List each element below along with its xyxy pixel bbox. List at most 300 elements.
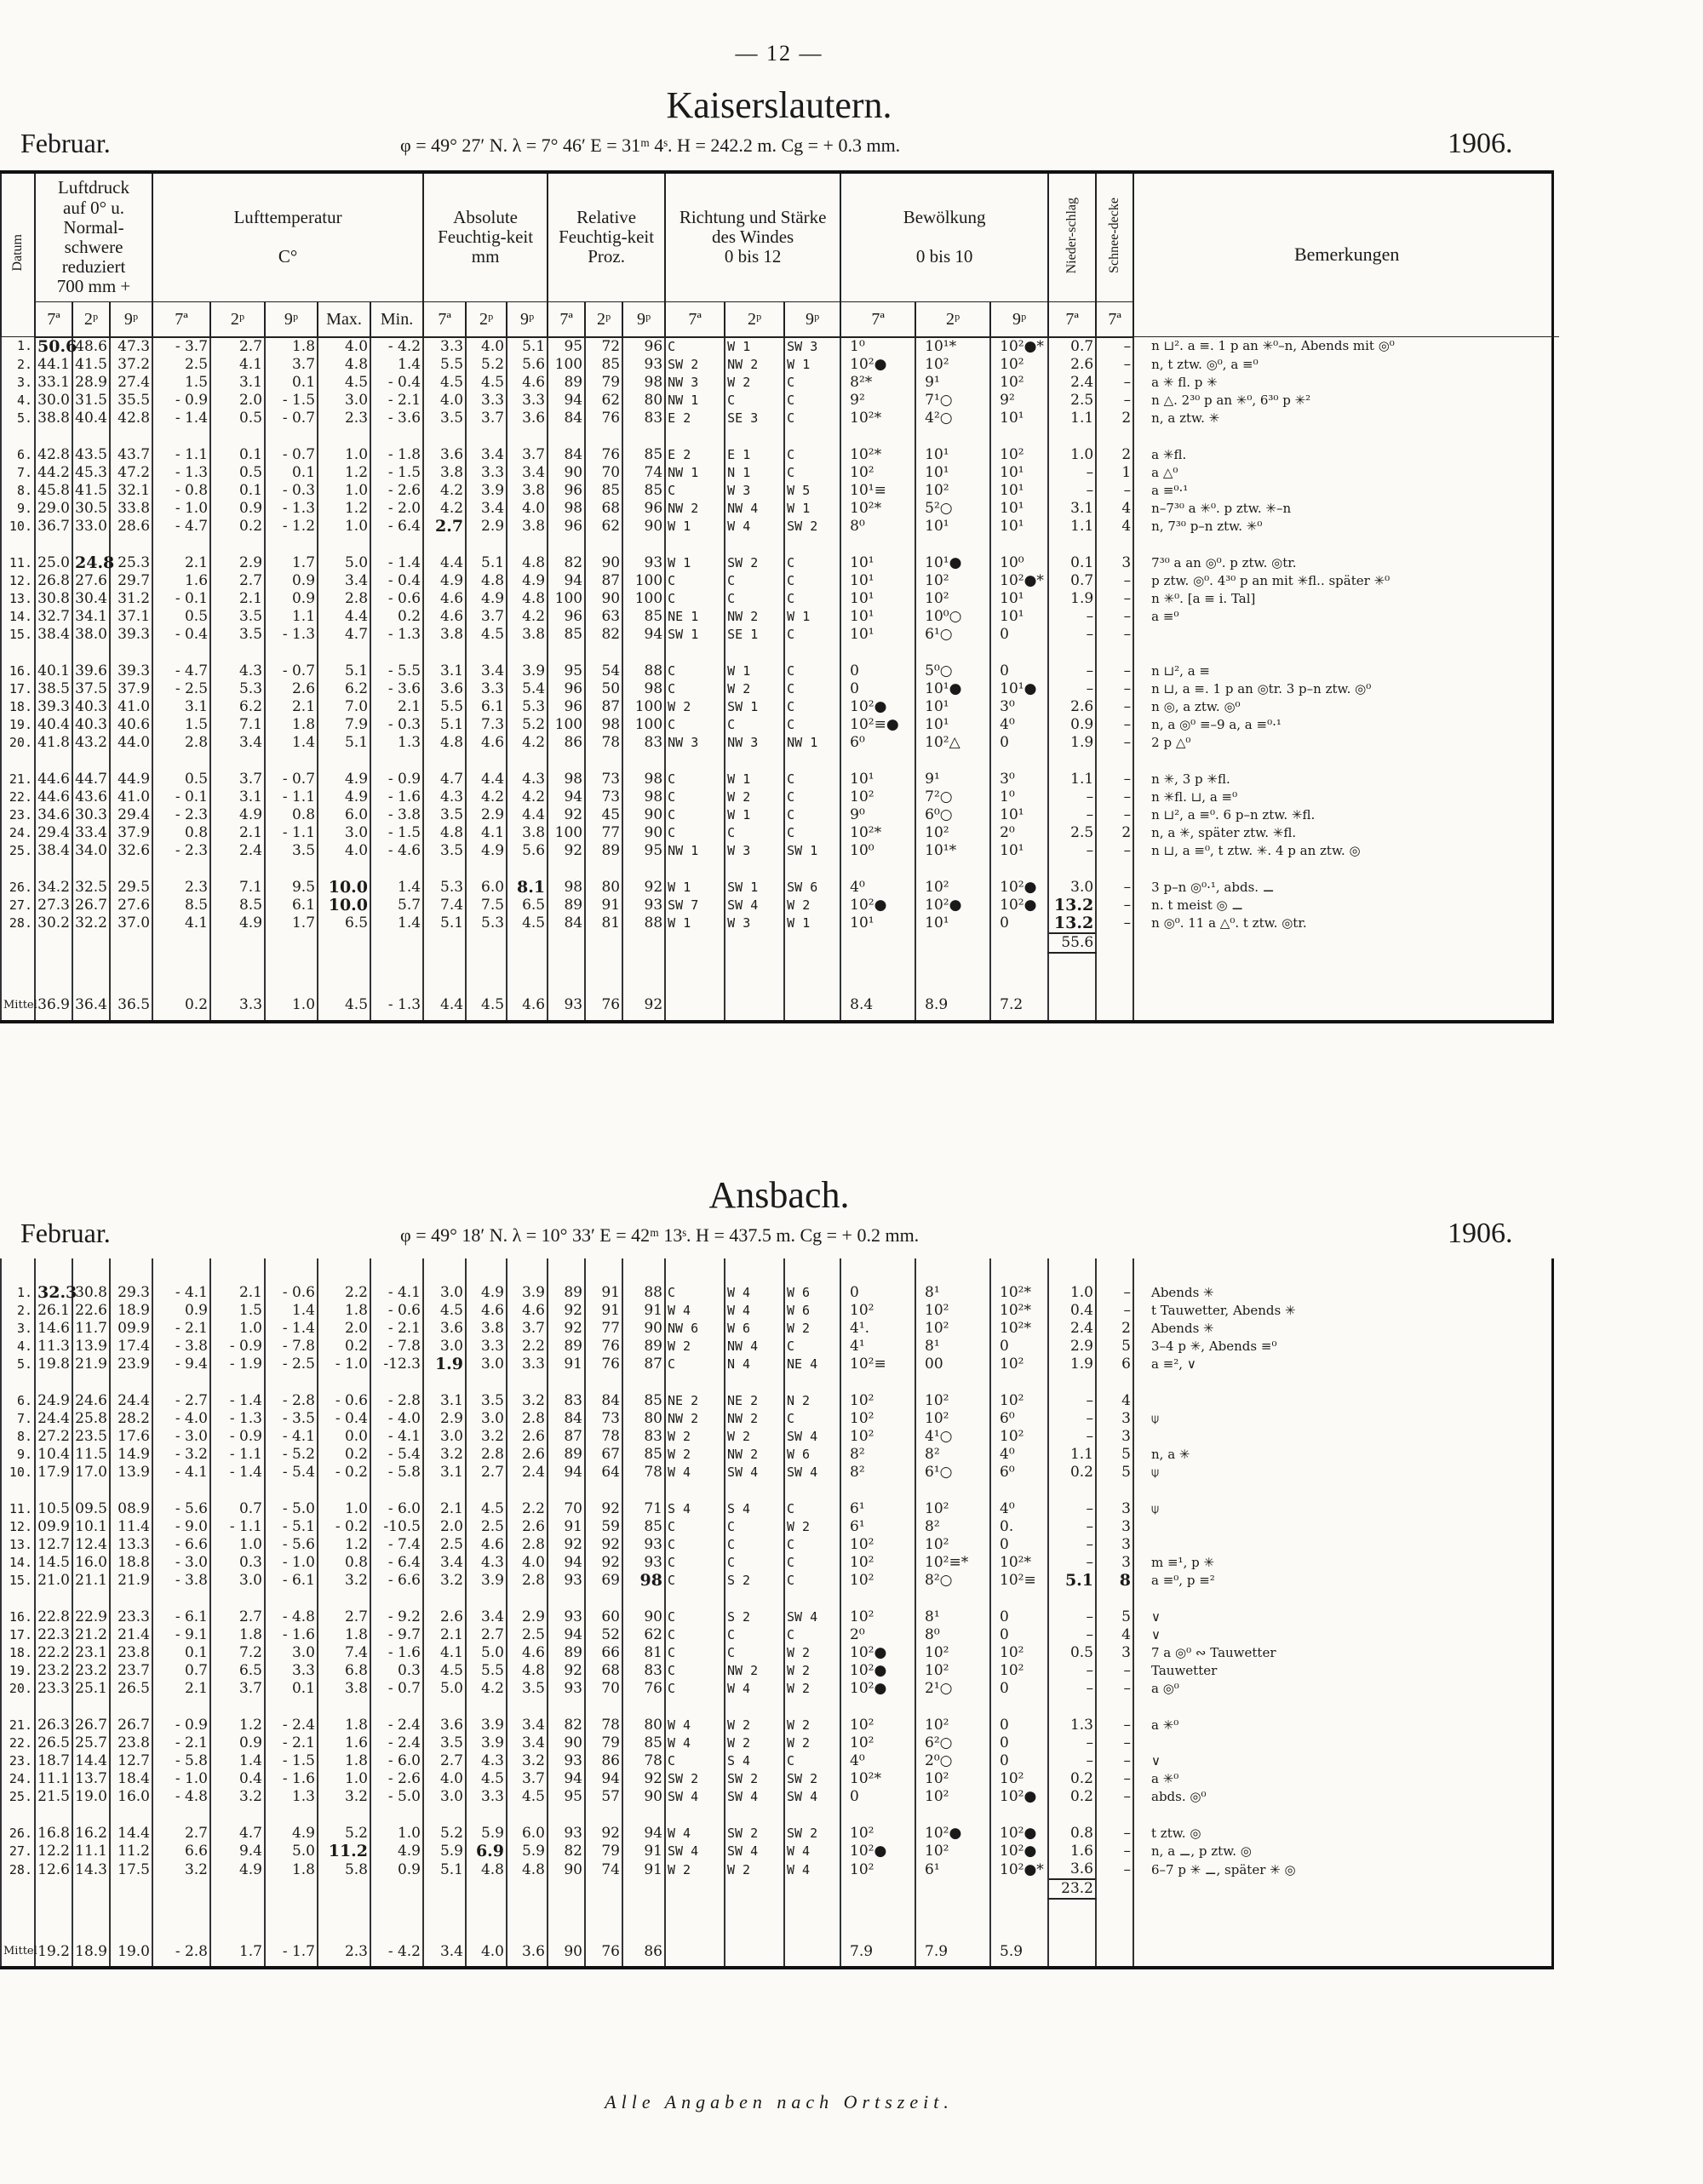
cell-b7: 6⁰: [840, 734, 915, 752]
cell-w9: NE 4: [784, 1356, 840, 1373]
cell-n: 1.3: [1048, 1717, 1096, 1734]
cell-b9: 10¹: [990, 482, 1048, 500]
cell-p7: 26.1: [35, 1302, 72, 1320]
cell-t9: - 1.6: [265, 1626, 318, 1644]
cell-r7: 82: [548, 1717, 585, 1734]
spacer-cell: [110, 644, 152, 662]
cell-n: 13.2: [1048, 897, 1096, 914]
cell-a9: 2.5: [507, 1626, 548, 1644]
cell-p7: 19.8: [35, 1356, 72, 1373]
cell-w2: C: [725, 1518, 784, 1536]
cell-n: –: [1048, 1626, 1096, 1644]
cell-bem: 3 p–n ◎⁰·¹, abds. ⚊: [1133, 879, 1559, 897]
cell-p2: 10.1: [72, 1518, 110, 1536]
spacer-cell: [318, 1590, 370, 1608]
spacer-cell: [1, 972, 35, 991]
cell-b7: 10²●: [840, 356, 915, 374]
cell-w2: NW 2: [725, 1410, 784, 1428]
cell-b7: 10¹≡: [840, 482, 915, 500]
spacer-cell: [35, 1373, 72, 1392]
mittel-p9: 19.0: [110, 1937, 152, 1966]
cell-a7: 3.3: [423, 337, 466, 356]
cell-r9: 85: [622, 446, 665, 464]
spacer-cell: [990, 953, 1048, 972]
spacer-cell: [725, 1806, 784, 1825]
spacer-cell: [840, 1258, 915, 1284]
cell-r2: 45: [585, 806, 622, 824]
cell-r7: 84: [548, 914, 585, 933]
cell-s: –: [1096, 842, 1133, 860]
cell-b7: 10²*: [840, 410, 915, 427]
cell-w9: C: [784, 824, 840, 842]
cell-r2: 73: [585, 771, 622, 788]
mittel-s: [1096, 991, 1133, 1020]
cell-a7: 4.5: [423, 1662, 466, 1680]
spacer-cell: [318, 1698, 370, 1717]
cell-w2: C: [725, 824, 784, 842]
cell-w9: C: [784, 1626, 840, 1644]
cell-w7: W 4: [665, 1302, 725, 1320]
cell-t7: - 1.0: [152, 500, 210, 518]
spacer-cell: [840, 1482, 915, 1500]
cell-p2: 40.3: [72, 716, 110, 734]
mittel-b7: 7.9: [840, 1937, 915, 1966]
cell-b2: 9¹: [915, 374, 990, 392]
cell-b2: 2¹○: [915, 1680, 990, 1698]
cell-w2: SW 1: [725, 698, 784, 716]
mittel-row: [1, 1937, 1559, 1966]
spacer-cell: [507, 752, 548, 771]
cell-tmin: - 2.6: [370, 1770, 423, 1788]
cell-w9: W 1: [784, 914, 840, 933]
cell-p9: 28.6: [110, 518, 152, 536]
cell-t9: 1.4: [265, 1302, 318, 1320]
cell-a7: 2.7: [423, 518, 466, 536]
cell-t7: - 2.1: [152, 1734, 210, 1752]
spacer-cell: [318, 972, 370, 991]
cell-n: 2.6: [1048, 356, 1096, 374]
cell-a2: 3.4: [466, 500, 507, 518]
empty-cell: [1133, 933, 1559, 953]
cell-b9: 10²: [990, 1392, 1048, 1410]
table-row: [1, 590, 1559, 608]
cell-w7: W 2: [665, 1446, 725, 1464]
empty-cell: [915, 1879, 990, 1899]
spacer-cell: [840, 427, 915, 446]
cell-r9: 93: [622, 356, 665, 374]
cell-a7: 4.7: [423, 771, 466, 788]
subheader-cell: Max.: [318, 301, 370, 337]
cell-bem: a ≡⁰·¹: [1133, 482, 1559, 500]
cell-a9: 4.5: [507, 914, 548, 933]
cell-a2: 4.0: [466, 337, 507, 356]
cell-d: 28.: [1, 1860, 35, 1879]
cell-p2: 16.0: [72, 1554, 110, 1572]
cell-w7: C: [665, 1572, 725, 1590]
cell-tmax: - 0.6: [318, 1392, 370, 1410]
cell-w7: NW 2: [665, 500, 725, 518]
spacer-cell: [35, 1590, 72, 1608]
cell-bem: a △⁰: [1133, 464, 1559, 482]
subheader-cell: 9ᵖ: [507, 301, 548, 337]
cell-r7: 92: [548, 1536, 585, 1554]
cell-tmin: - 6.4: [370, 518, 423, 536]
cell-t9: - 4.8: [265, 1608, 318, 1626]
cell-a7: 3.0: [423, 1788, 466, 1806]
spacer-cell: [1096, 752, 1133, 771]
cell-a2: 5.5: [466, 1662, 507, 1680]
cell-bem: n △. 2³⁰ p an ✳⁰, 6³⁰ p ✳²: [1133, 392, 1559, 410]
cell-b2: 00: [915, 1356, 990, 1373]
cell-r2: 98: [585, 716, 622, 734]
cell-tmax: 2.7: [318, 1608, 370, 1626]
cell-s: 4: [1096, 500, 1133, 518]
cell-t7: - 4.7: [152, 518, 210, 536]
cell-bem: n ⊔, a ≡. 1 p an ◎tr. 3 p–n ztw. ◎⁰: [1133, 680, 1559, 698]
cell-d: 26.: [1, 879, 35, 897]
cell-tmax: 2.2: [318, 1284, 370, 1302]
cell-r2: 89: [585, 842, 622, 860]
cell-n: 2.6: [1048, 698, 1096, 716]
mittel-t2: 1.7: [210, 1937, 265, 1966]
cell-bem: t Tauwetter, Abends ✳: [1133, 1302, 1559, 1320]
cell-r9: 98: [622, 771, 665, 788]
spacer-cell: [1, 1899, 35, 1918]
cell-p7: 12.7: [35, 1536, 72, 1554]
cell-b9: 10²: [990, 356, 1048, 374]
cell-p7: 44.6: [35, 788, 72, 806]
cell-w9: C: [784, 698, 840, 716]
cell-r9: 88: [622, 662, 665, 680]
empty-cell: [72, 933, 110, 953]
cell-n: –: [1048, 788, 1096, 806]
cell-a9: 5.1: [507, 337, 548, 356]
cell-b9: 10¹: [990, 608, 1048, 626]
spacer-cell: [622, 1806, 665, 1825]
cell-b7: 10²: [840, 1860, 915, 1879]
cell-b9: 1⁰: [990, 788, 1048, 806]
cell-r2: 78: [585, 734, 622, 752]
cell-p9: 24.4: [110, 1392, 152, 1410]
cell-t2: - 1.4: [210, 1464, 265, 1482]
cell-a7: 4.8: [423, 824, 466, 842]
spacer-cell: [72, 972, 110, 991]
cell-n: 0.7: [1048, 337, 1096, 356]
spacer-cell: [585, 1918, 622, 1937]
cell-t7: - 9.0: [152, 1518, 210, 1536]
cell-t7: 8.5: [152, 897, 210, 914]
cell-b7: 10²●: [840, 1662, 915, 1680]
cell-p2: 30.8: [72, 1284, 110, 1302]
spacer-cell: [840, 536, 915, 554]
spacer-cell: [622, 536, 665, 554]
cell-b7: 10²●: [840, 1843, 915, 1860]
spacer-cell: [990, 644, 1048, 662]
cell-tmin: - 3.6: [370, 410, 423, 427]
mittel-a7: 3.4: [423, 1937, 466, 1966]
cell-p7: 44.1: [35, 356, 72, 374]
cell-a2: 5.2: [466, 356, 507, 374]
cell-b9: 0: [990, 1680, 1048, 1698]
table-row: [1, 1734, 1559, 1752]
cell-d: 3.: [1, 1320, 35, 1338]
cell-a9: 5.9: [507, 1843, 548, 1860]
cell-t7: 3.2: [152, 1860, 210, 1879]
spacer-cell: [423, 1373, 466, 1392]
footer-note: Alle Angaben nach Ortszeit.: [605, 2091, 954, 2112]
cell-t2: 0.5: [210, 464, 265, 482]
spacer-cell: [466, 953, 507, 972]
cell-p9: 27.4: [110, 374, 152, 392]
cell-b7: 10²: [840, 788, 915, 806]
cell-w2: C: [725, 392, 784, 410]
cell-w9: C: [784, 626, 840, 644]
cell-b9: 10¹: [990, 410, 1048, 427]
cell-p2: 30.5: [72, 500, 110, 518]
cell-t9: 3.3: [265, 1662, 318, 1680]
cell-w7: C: [665, 590, 725, 608]
cell-b7: 6¹: [840, 1518, 915, 1536]
cell-r9: 94: [622, 626, 665, 644]
cell-t2: 0.2: [210, 518, 265, 536]
cell-w2: SE 3: [725, 410, 784, 427]
table-row: [1, 1825, 1559, 1843]
spacer-cell: [35, 752, 72, 771]
empty-cell: [1133, 1879, 1559, 1899]
spacer-cell: [1048, 644, 1096, 662]
spacer-cell: [370, 1590, 423, 1608]
cell-tmin: - 5.0: [370, 1788, 423, 1806]
cell-a7: 4.2: [423, 482, 466, 500]
cell-t2: - 0.9: [210, 1428, 265, 1446]
cell-bem: n, a ztw. ✳: [1133, 410, 1559, 427]
cell-a2: 4.1: [466, 824, 507, 842]
spacer-cell: [265, 1698, 318, 1717]
table-row: [1, 356, 1559, 374]
cell-p7: 34.2: [35, 879, 72, 897]
cell-p2: 31.5: [72, 392, 110, 410]
cell-d: 13.: [1, 1536, 35, 1554]
spacer-cell: [915, 972, 990, 991]
cell-p7: 21.0: [35, 1572, 72, 1590]
cell-w9: W 2: [784, 1734, 840, 1752]
cell-w9: W 2: [784, 1644, 840, 1662]
cell-t2: 3.1: [210, 788, 265, 806]
cell-t7: - 3.7: [152, 337, 210, 356]
cell-t7: - 3.0: [152, 1554, 210, 1572]
cell-n: 5.1: [1048, 1572, 1096, 1590]
cell-p9: 08.9: [110, 1500, 152, 1518]
spacer-cell: [1133, 1590, 1559, 1608]
cell-a7: 3.6: [423, 446, 466, 464]
cell-tmin: - 6.0: [370, 1752, 423, 1770]
cell-n: 2.5: [1048, 392, 1096, 410]
cell-p7: 22.2: [35, 1644, 72, 1662]
cell-n: 0.5: [1048, 1644, 1096, 1662]
cell-t9: 2.6: [265, 680, 318, 698]
cell-b9: 10²: [990, 1644, 1048, 1662]
cell-b7: 10²: [840, 1536, 915, 1554]
cell-r9: 74: [622, 464, 665, 482]
spacer-cell: [840, 1698, 915, 1717]
cell-r9: 93: [622, 1554, 665, 1572]
cell-b7: 10⁰: [840, 842, 915, 860]
cell-b2: 10²: [915, 572, 990, 590]
cell-w2: NW 2: [725, 608, 784, 626]
spacer-cell: [990, 1806, 1048, 1825]
cell-a7: 2.0: [423, 1518, 466, 1536]
table-row: [1, 1428, 1559, 1446]
cell-bem: p ztw. ◎⁰. 4³⁰ p an mit ✳fl.. später ✳⁰: [1133, 572, 1559, 590]
cell-t7: - 0.9: [152, 1717, 210, 1734]
spacer-cell: [1, 1698, 35, 1717]
cell-w9: W 6: [784, 1284, 840, 1302]
mittel-a2: 4.5: [466, 991, 507, 1020]
cell-bem: a ✳⁰: [1133, 1770, 1559, 1788]
spacer-cell: [990, 860, 1048, 879]
cell-t9: 1.7: [265, 554, 318, 572]
cell-n: –: [1048, 1554, 1096, 1572]
cell-a2: 4.5: [466, 1770, 507, 1788]
cell-t7: - 0.1: [152, 788, 210, 806]
spacer-cell: [152, 1698, 210, 1717]
mittel-a7: 4.4: [423, 991, 466, 1020]
cell-t9: 3.0: [265, 1644, 318, 1662]
cell-p7: 24.9: [35, 1392, 72, 1410]
cell-w7: E 2: [665, 410, 725, 427]
cell-t2: 0.4: [210, 1770, 265, 1788]
cell-p7: 29.0: [35, 500, 72, 518]
cell-w9: W 1: [784, 356, 840, 374]
spacer-cell: [840, 644, 915, 662]
cell-tmax: 0.2: [318, 1338, 370, 1356]
cell-a9: 3.9: [507, 1284, 548, 1302]
cell-w7: C: [665, 1608, 725, 1626]
cell-t2: 2.7: [210, 337, 265, 356]
cell-d: 4.: [1, 1338, 35, 1356]
cell-w2: W 1: [725, 806, 784, 824]
spacer-cell: [265, 1918, 318, 1937]
spacer-cell: [466, 1258, 507, 1284]
cell-t2: 2.1: [210, 590, 265, 608]
cell-tmin: 1.3: [370, 734, 423, 752]
subheader-cell: 2ᵖ: [72, 301, 110, 337]
spacer-cell: [725, 1258, 784, 1284]
spacer-cell: [1133, 427, 1559, 446]
spacer-cell: [585, 1482, 622, 1500]
cell-s: –: [1096, 1302, 1133, 1320]
cell-s: 3: [1096, 1554, 1133, 1572]
cell-a7: 4.4: [423, 554, 466, 572]
spacer-cell: [1096, 427, 1133, 446]
cell-p9: 35.5: [110, 392, 152, 410]
cell-b9: 10²≡: [990, 1572, 1048, 1590]
spacer-cell: [318, 1258, 370, 1284]
spacer-cell: [370, 1899, 423, 1918]
cell-p2: 45.3: [72, 464, 110, 482]
cell-a7: 2.5: [423, 1536, 466, 1554]
cell-b9: 0: [990, 1734, 1048, 1752]
cell-p9: 33.8: [110, 500, 152, 518]
cell-b9: 0: [990, 626, 1048, 644]
cell-b7: 10²: [840, 1392, 915, 1410]
cell-p2: 39.6: [72, 662, 110, 680]
cell-t2: 9.4: [210, 1843, 265, 1860]
cell-r7: 100: [548, 824, 585, 842]
cell-a9: 4.9: [507, 572, 548, 590]
cell-p7: 11.1: [35, 1770, 72, 1788]
cell-r2: 73: [585, 788, 622, 806]
cell-b2: 7¹○: [915, 392, 990, 410]
cell-r7: 95: [548, 662, 585, 680]
spacer-cell: [466, 1373, 507, 1392]
cell-p9: 29.4: [110, 806, 152, 824]
spacer-cell: [1, 1482, 35, 1500]
spacer-cell: [210, 1590, 265, 1608]
mittel-bem: [1133, 1937, 1559, 1966]
cell-bem: a ◎⁰: [1133, 1680, 1559, 1698]
spacer-cell: [784, 1373, 840, 1392]
spacer-cell: [725, 1373, 784, 1392]
cell-tmax: 0.0: [318, 1428, 370, 1446]
cell-a7: 2.9: [423, 1410, 466, 1428]
cell-w2: W 3: [725, 842, 784, 860]
cell-r2: 92: [585, 1825, 622, 1843]
cell-b2: 10¹: [915, 446, 990, 464]
spacer-cell: [1, 427, 35, 446]
cell-w7: W 1: [665, 554, 725, 572]
spacer-cell: [725, 1918, 784, 1937]
cell-b9: 0: [990, 1338, 1048, 1356]
spacer-cell: [265, 427, 318, 446]
empty-cell: [1096, 933, 1133, 953]
cell-p7: 36.7: [35, 518, 72, 536]
cell-s: –: [1096, 1770, 1133, 1788]
cell-w7: NW 1: [665, 464, 725, 482]
spacer-cell: [784, 427, 840, 446]
cell-p2: 33.0: [72, 518, 110, 536]
cell-r9: 76: [622, 1680, 665, 1698]
spacer-cell: [507, 536, 548, 554]
spacer-cell: [585, 953, 622, 972]
cell-p7: 44.2: [35, 464, 72, 482]
cell-t2: 7.2: [210, 1644, 265, 1662]
cell-b9: 6⁰: [990, 1410, 1048, 1428]
cell-tmax: 1.8: [318, 1752, 370, 1770]
spacer-cell: [1, 752, 35, 771]
cell-tmin: - 1.5: [370, 824, 423, 842]
spacer-cell: [110, 752, 152, 771]
cell-w7: E 2: [665, 446, 725, 464]
cell-a7: 3.5: [423, 410, 466, 427]
cell-t9: - 3.5: [265, 1410, 318, 1428]
cell-p7: 38.4: [35, 842, 72, 860]
cell-tmin: - 0.3: [370, 716, 423, 734]
spacer-cell: [210, 752, 265, 771]
cell-r7: 100: [548, 590, 585, 608]
cell-p2: 23.2: [72, 1662, 110, 1680]
spacer-cell: [152, 1373, 210, 1392]
mittel-p7: 36.9: [35, 991, 72, 1020]
cell-b7: 10²: [840, 1410, 915, 1428]
spacer-cell: [35, 972, 72, 991]
cell-p9: 23.7: [110, 1662, 152, 1680]
cell-t7: 1.5: [152, 716, 210, 734]
cell-b2: 10²: [915, 824, 990, 842]
header-niederschlag: [1048, 174, 1096, 301]
cell-tmax: 5.1: [318, 662, 370, 680]
coordinates: φ = 49° 27′ N. λ = 7° 46′ E = 31ᵐ 4ˢ. H = 242.2 m. Cg = + 0.3 mm.: [400, 135, 901, 156]
